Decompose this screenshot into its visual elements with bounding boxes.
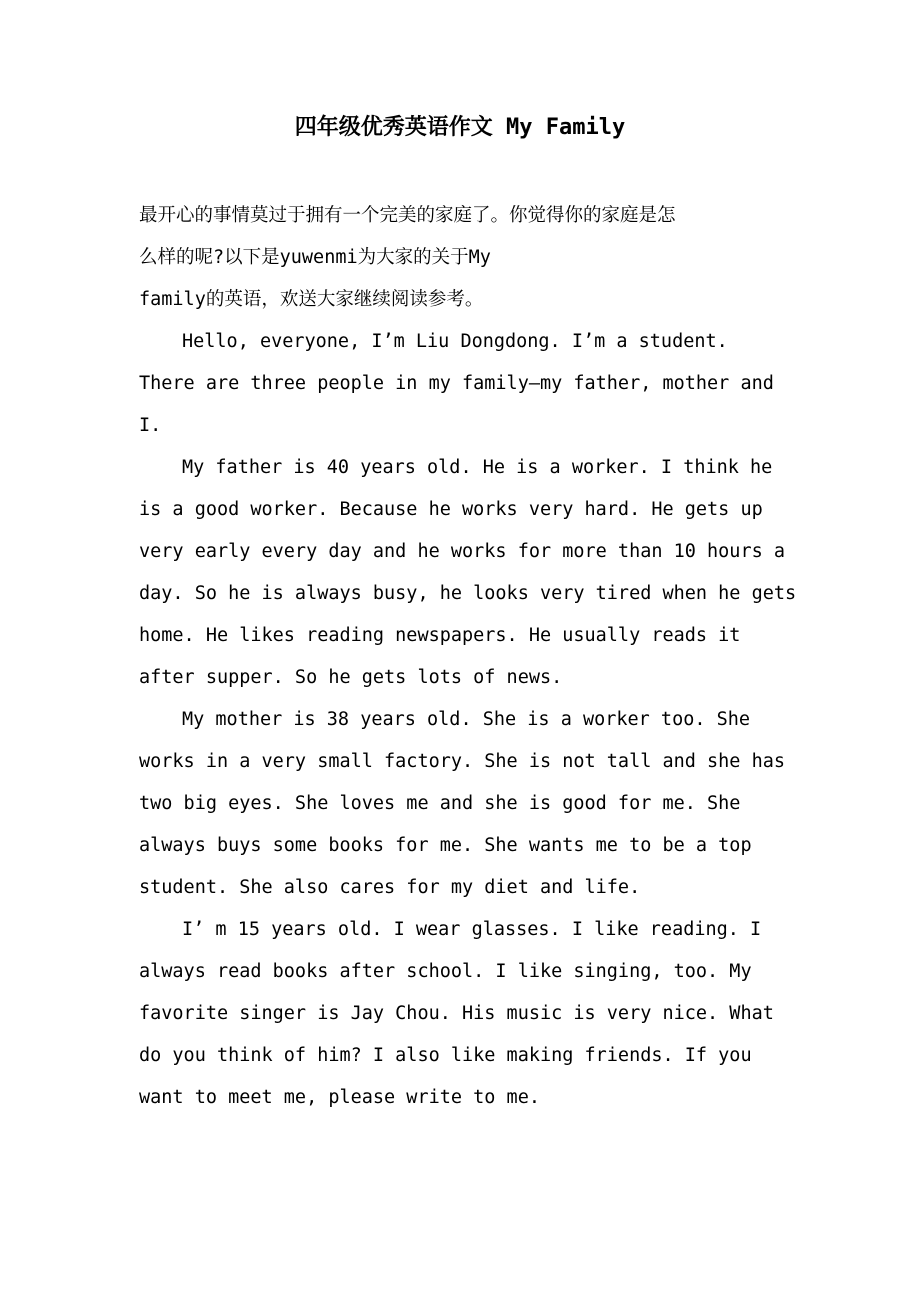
text-line: My father is 40 years old. He is a worker. I think he	[182, 457, 773, 478]
text-line: 么样的呢?以下是yuwenmi为大家的关于My	[139, 247, 491, 268]
text-line: favorite singer is Jay Chou. His music is very nice. What	[139, 1003, 774, 1024]
paragraph-father	[139, 450, 797, 702]
text-line: 最开心的事情莫过于拥有一个完美的家庭了。你觉得你的家庭是怎	[139, 205, 676, 226]
text-line: I.	[139, 415, 162, 436]
text-line: day. So he is always busy, he looks very tired when he gets	[139, 583, 797, 604]
document-body	[139, 198, 797, 1122]
page-title: 四年级优秀英语作文 My Family	[294, 115, 626, 140]
text-line: family的英语，欢送大家继续阅读参考。	[139, 289, 484, 310]
text-line: always read books after school. I like singing, too. My	[139, 961, 752, 982]
text-line: after supper. So he gets lots of news.	[139, 667, 563, 688]
paragraph-mother	[139, 702, 789, 912]
text-line: very early every day and he works for more than 10 hours a	[139, 541, 786, 562]
text-line: There are three people in my family—my father, mother and	[139, 373, 774, 394]
text-line: works in a very small factory. She is not tall and she has	[139, 751, 786, 772]
paragraph-greeting	[139, 324, 789, 450]
text-line: always buys some books for me. She wants me to be a top	[139, 835, 752, 856]
text-line: student. She also cares for my diet and life.	[139, 877, 641, 898]
text-line: do you think of him? I also like making friends. If you	[139, 1045, 752, 1066]
text-line: is a good worker. Because he works very hard. He gets up	[139, 499, 763, 520]
text-line: My mother is 38 years old. She is a worker too. She	[182, 709, 751, 730]
text-line: two big eyes. She loves me and she is good for me. She	[139, 793, 741, 814]
text-line: Hello, everyone, I’m Liu Dongdong. I’m a student.	[182, 331, 728, 352]
intro-paragraph	[139, 198, 789, 324]
text-line: home. He likes reading newspapers. He usually reads it	[139, 625, 741, 646]
text-line: want to meet me, please write to me.	[139, 1087, 540, 1108]
text-line: I’ m 15 years old. I wear glasses. I like reading. I	[182, 919, 762, 940]
paragraph-self	[139, 912, 789, 1122]
